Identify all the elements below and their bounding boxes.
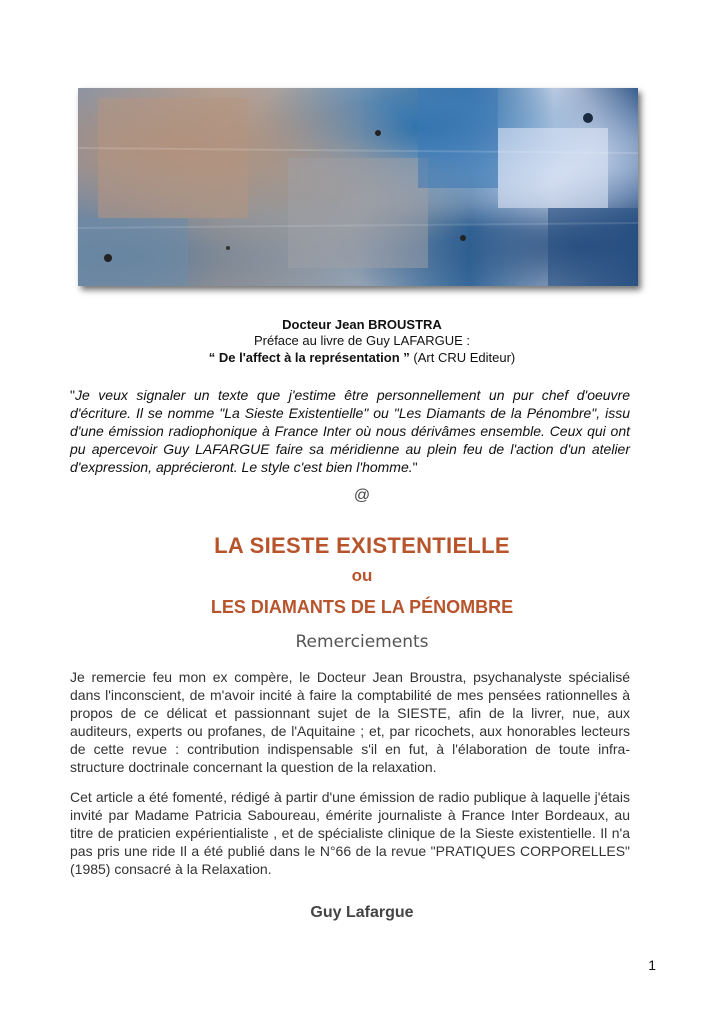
- quote-open-mark: ": [70, 387, 75, 403]
- book-publisher: (Art CRU Editeur): [409, 350, 516, 365]
- preface-line: Préface au livre de Guy LAFARGUE :: [253, 333, 471, 348]
- signature: Guy Lafargue: [310, 904, 414, 921]
- page-number: 1: [648, 957, 656, 973]
- abstract-painting-banner: [78, 88, 638, 286]
- article-origin-paragraph: Cet article a été fomenté, rédigé à partir d'une émission de radio publique à laquelle j'étais invité par Madame Patricia Saboureau, émérite journaliste à France Inter Bordeaux, au titre de praticien expérientialiste , et de spécialiste clinique de la Sieste existentielle. Il n'a pas pris une ride Il a été publié dans le N°66 de la revue "PRATIQUES CORPORELLES" (1985) consacré à la Relaxation.: [70, 789, 630, 877]
- quote-close-mark: ": [412, 459, 418, 475]
- section-heading: Remerciements: [295, 632, 429, 652]
- preface-quote: [70, 386, 630, 476]
- thanks-paragraph: Je remercie feu mon ex compère, le Docteur Jean Broustra, psychanalyste spécialisé dans l'inconscient, de m'avoir incité à faire la comptabilité de mes pensées rationnelles à propos de ce délicat et passionnant sujet de la SIESTE, afin de la livrer, nue, aux auditeurs, experts ou profanes, de l'Aquitaine ; et, par ricochets, aux honorables lecteurs de cette revue : contribution indispensable s'il en fut, à l'élaboration de toute infra-structure doctrinale concernant la question de la relaxation.: [70, 669, 630, 775]
- book-reference: [0, 350, 724, 365]
- painting-texture: [78, 88, 638, 286]
- title-conjunction: ou: [351, 566, 373, 585]
- book-title: “ De l'affect à la représentation ”: [208, 350, 410, 365]
- main-title: LA SIESTE EXISTENTIELLE: [214, 533, 510, 558]
- alternate-title: LES DIAMANTS DE LA PÉNOMBRE: [210, 597, 514, 617]
- quote-text: Je veux signaler un texte que j'estime être personnellement un pur chef d'oeuvre d'écriture. Il se nomme "La Sieste Existentielle" ou "Les Diamants de la Pénombre", issu d'une émission radiophonique à France Inter où nous dérivâmes ensemble. Ceux qui ont pu apercevoir Guy LAFARGUE faire sa méridienne au plein feu de l'action d'un atelier d'expression, apprécieront. Le style c'est bien l'homme.: [70, 387, 630, 475]
- separator-at-sign: @: [353, 487, 371, 504]
- preface-author: Docteur Jean BROUSTRA: [282, 317, 442, 332]
